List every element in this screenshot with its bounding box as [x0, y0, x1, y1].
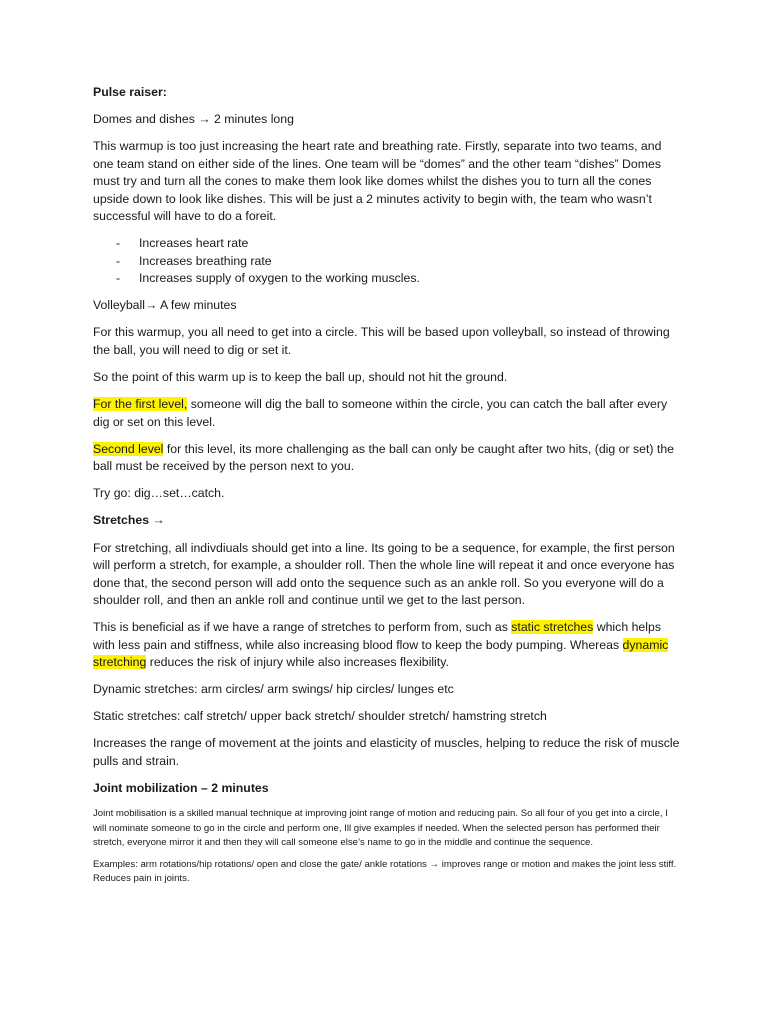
first-level-text: someone will dig the ball to someone within the circle, you can catch the ball after every dig or set on this level.	[93, 397, 668, 429]
list-item	[93, 235, 683, 253]
second-level-text: for this level, its more challenging as the ball can only be caught after two hits, (dig or set) the ball must be received by the person next to you.	[93, 441, 675, 474]
stretches-heading: Stretches →	[93, 513, 165, 528]
list-item-text: Increases heart rate	[139, 236, 249, 251]
static-stretches-list: Static stretches: calf stretch/ upper back stretch/ shoulder stretch/ hamstring stretch	[93, 709, 547, 724]
beneficial-paragraph	[93, 619, 683, 672]
first-level-highlight: For the first level,	[93, 397, 188, 412]
domes-title: Domes and dishes → 2 minutes long	[93, 112, 294, 127]
volleyball-title: Volleyball→ A few minutes	[93, 298, 237, 313]
list-item	[93, 253, 683, 271]
document-page	[93, 84, 683, 894]
dynamic-stretching-highlight: dynamic stretching	[93, 637, 669, 670]
first-level-paragraph	[93, 396, 683, 431]
joint-mobilization-description: Joint mobilisation is a skilled manual technique at improving joint range of motion and reducing pain. So all four of you get into a circle, I will nominate someone to go in the circle and perform one, Ill give examples if needed. When the selected person has performed their stretch, everyone mirror it and then they will call someone else’s name to go in the middle and continue the sequence.	[93, 808, 668, 849]
range-of-movement-text: Increases the range of movement at the joints and elasticity of muscles, helping to reduce the risk of muscle pulls and strain.	[93, 736, 680, 768]
pulse-raiser-heading: Pulse raiser:	[93, 85, 167, 99]
static-stretches-highlight: static stretches	[511, 620, 594, 635]
list-item	[93, 270, 683, 288]
list-item-text: Increases breathing rate	[139, 253, 272, 268]
volleyball-intro: For this warmup, you all need to get into a circle. This will be based upon volleyball, so instead of throwing the ball, you will need to dig or set it.	[93, 325, 670, 357]
stretches-description: For stretching, all indivdiuals should get into a line. Its going to be a sequence, for example, the first person will perform a stretch, for example, a shoulder roll. Then the whole line will repeat it and once everyone has done that, the second person will add onto the sequence such as an ankle roll. So you everyone will do a shoulder roll, and then an ankle roll and continue until we get to the last person.	[93, 540, 675, 608]
list-item-text: Increases supply of oxygen to the working muscles.	[139, 271, 420, 286]
dynamic-stretches-list: Dynamic stretches: arm circles/ arm swings/ hip circles/ lunges etc	[93, 682, 454, 697]
joint-mobilization-heading: Joint mobilization – 2 minutes	[93, 781, 269, 795]
volleyball-point: So the point of this warm up is to keep the ball up, should not hit the ground.	[93, 370, 508, 385]
beneficial-text-3: reduces the risk of injury while also increases flexibility.	[146, 655, 449, 670]
second-level-paragraph	[93, 441, 683, 476]
list-dash: -	[116, 271, 121, 286]
beneficial-text-1: This is beneficial as if we have a range of stretches to perform from, such as	[93, 620, 512, 635]
domes-description: This warmup is too just increasing the heart rate and breathing rate. Firstly, separate into two teams, and one team stand on either side of the lines. One team will be “domes” and the other team “dishes” Domes must try and turn all the cones to make them look like domes whilst the dishes you to turn all the cones upside down to look like dishes. This will be just a 2 minutes activity to begin with, the team who wasn’t successful will have to do a foreit.	[93, 139, 662, 224]
benefits-list	[93, 235, 683, 288]
second-level-highlight: Second level	[93, 441, 164, 456]
try-go-text: Try go: dig…set…catch.	[93, 486, 225, 501]
list-dash: -	[116, 236, 121, 251]
joint-mobilization-examples: Examples: arm rotations/hip rotations/ open and close the gate/ ankle rotations → improves range or motion and makes the joint less stiff. Reduces pain in joints.	[93, 858, 677, 885]
beneficial-text-2: which helps with less pain and stiffness, while also increasing blood flow to keep the body pumping. Whereas	[93, 620, 661, 652]
list-dash: -	[116, 253, 121, 268]
